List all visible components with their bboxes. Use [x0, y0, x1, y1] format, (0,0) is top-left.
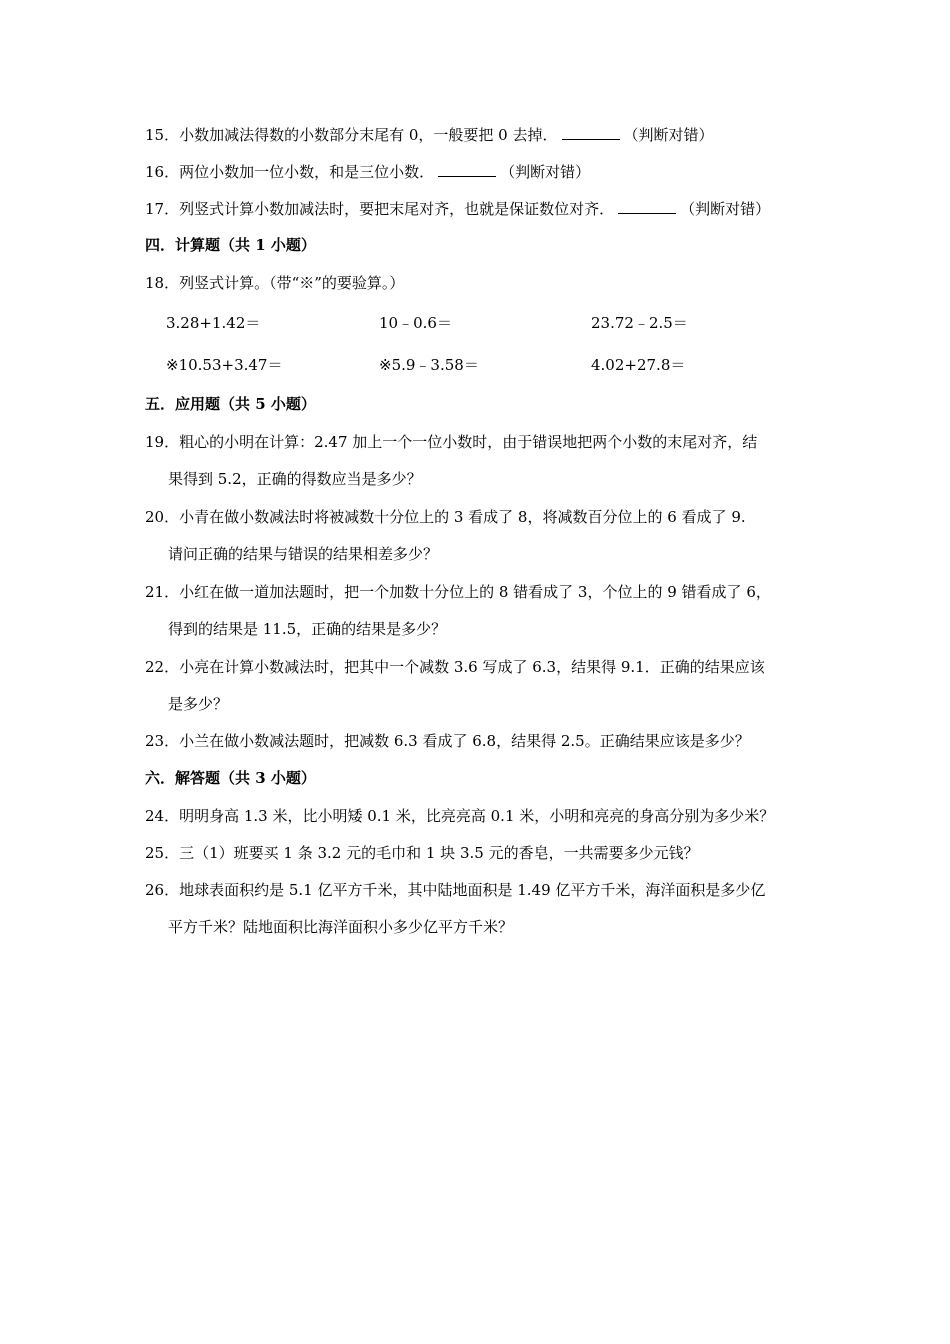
calc-item: ※10.53+3.47＝	[166, 356, 283, 374]
question-22-line-1: 22．小亮在计算小数减法时，把其中一个减数 3.6 写成了 6.3，结果得 9.1．正确的结果应该	[145, 658, 765, 676]
question-22-line-2: 是多少？	[168, 695, 229, 713]
question-number: 16．	[145, 163, 180, 181]
question-20-line-2: 请问正确的结果与错误的结果相差多少？	[168, 545, 439, 563]
calc-item: 10﹣0.6＝	[379, 314, 452, 332]
question-suffix: （判断对错）	[500, 163, 591, 181]
question-number: 17．	[145, 200, 180, 218]
question-16	[145, 161, 590, 181]
question-18: 18．列竖式计算。（带“※”的要验算。）	[145, 274, 405, 292]
question-21-line-2: 得到的结果是 11.5，正确的结果是多少？	[168, 620, 447, 638]
question-text: 列竖式计算小数加减法时，要把末尾对齐，也就是保证数位对齐．	[179, 200, 615, 218]
question-15	[145, 124, 714, 144]
section-5-title: 五．应用题（共 5 小题）	[145, 395, 316, 413]
calc-item: 4.02+27.8＝	[591, 356, 686, 374]
question-19-line-2: 果得到 5.2，正确的得数应当是多少？	[168, 470, 422, 488]
question-number: 15．	[145, 126, 180, 144]
question-text: 小数加减法得数的小数部分末尾有 0，一般要把 0 去掉．	[179, 126, 558, 144]
question-suffix: （判断对错）	[680, 200, 771, 218]
question-26-line-2: 平方千米？陆地面积比海洋面积小多少亿平方千米？	[168, 918, 514, 936]
calc-item: 23.72﹣2.5＝	[591, 314, 688, 332]
answer-blank[interactable]	[618, 198, 676, 214]
question-20-line-1: 20．小青在做小数减法时将被减数十分位上的 3 看成了 8，将减数百分位上的 6 看成了 9.	[145, 508, 746, 526]
question-23-line-1: 23．小兰在做小数减法题时，把减数 6.3 看成了 6.8，结果得 2.5。正确结果应该是多少？	[145, 732, 750, 750]
question-19-line-1: 19．粗心的小明在计算：2.47 加上一个一位小数时，由于错误地把两个小数的末尾对齐，结	[145, 433, 758, 451]
question-26-line-1: 26．地球表面积约是 5.1 亿平方千米，其中陆地面积是 1.49 亿平方千米，海洋面积是多少亿	[145, 881, 766, 899]
question-25-line-1: 25．三（1）班要买 1 条 3.2 元的毛巾和 1 块 3.5 元的香皂，一共需要多少元钱？	[145, 844, 699, 862]
answer-blank[interactable]	[562, 124, 620, 140]
calc-item: 3.28+1.42＝	[166, 314, 261, 332]
calc-item: ※5.9﹣3.58＝	[379, 356, 479, 374]
section-6-title: 六．解答题（共 3 小题）	[145, 769, 316, 787]
section-4-title: 四．计算题（共 1 小题）	[145, 236, 316, 254]
question-24-line-1: 24．明明身高 1.3 米，比小明矮 0.1 米，比亮亮高 0.1 米，小明和亮亮的身高分别为多少米？	[145, 807, 775, 825]
question-text: 两位小数加一位小数，和是三位小数．	[179, 163, 435, 181]
question-17	[145, 198, 770, 218]
answer-blank[interactable]	[438, 161, 496, 177]
question-suffix: （判断对错）	[623, 126, 714, 144]
question-21-line-1: 21．小红在做一道加法题时，把一个加数十分位上的 8 错看成了 3，个位上的 9 错看成了 6，	[145, 583, 771, 601]
